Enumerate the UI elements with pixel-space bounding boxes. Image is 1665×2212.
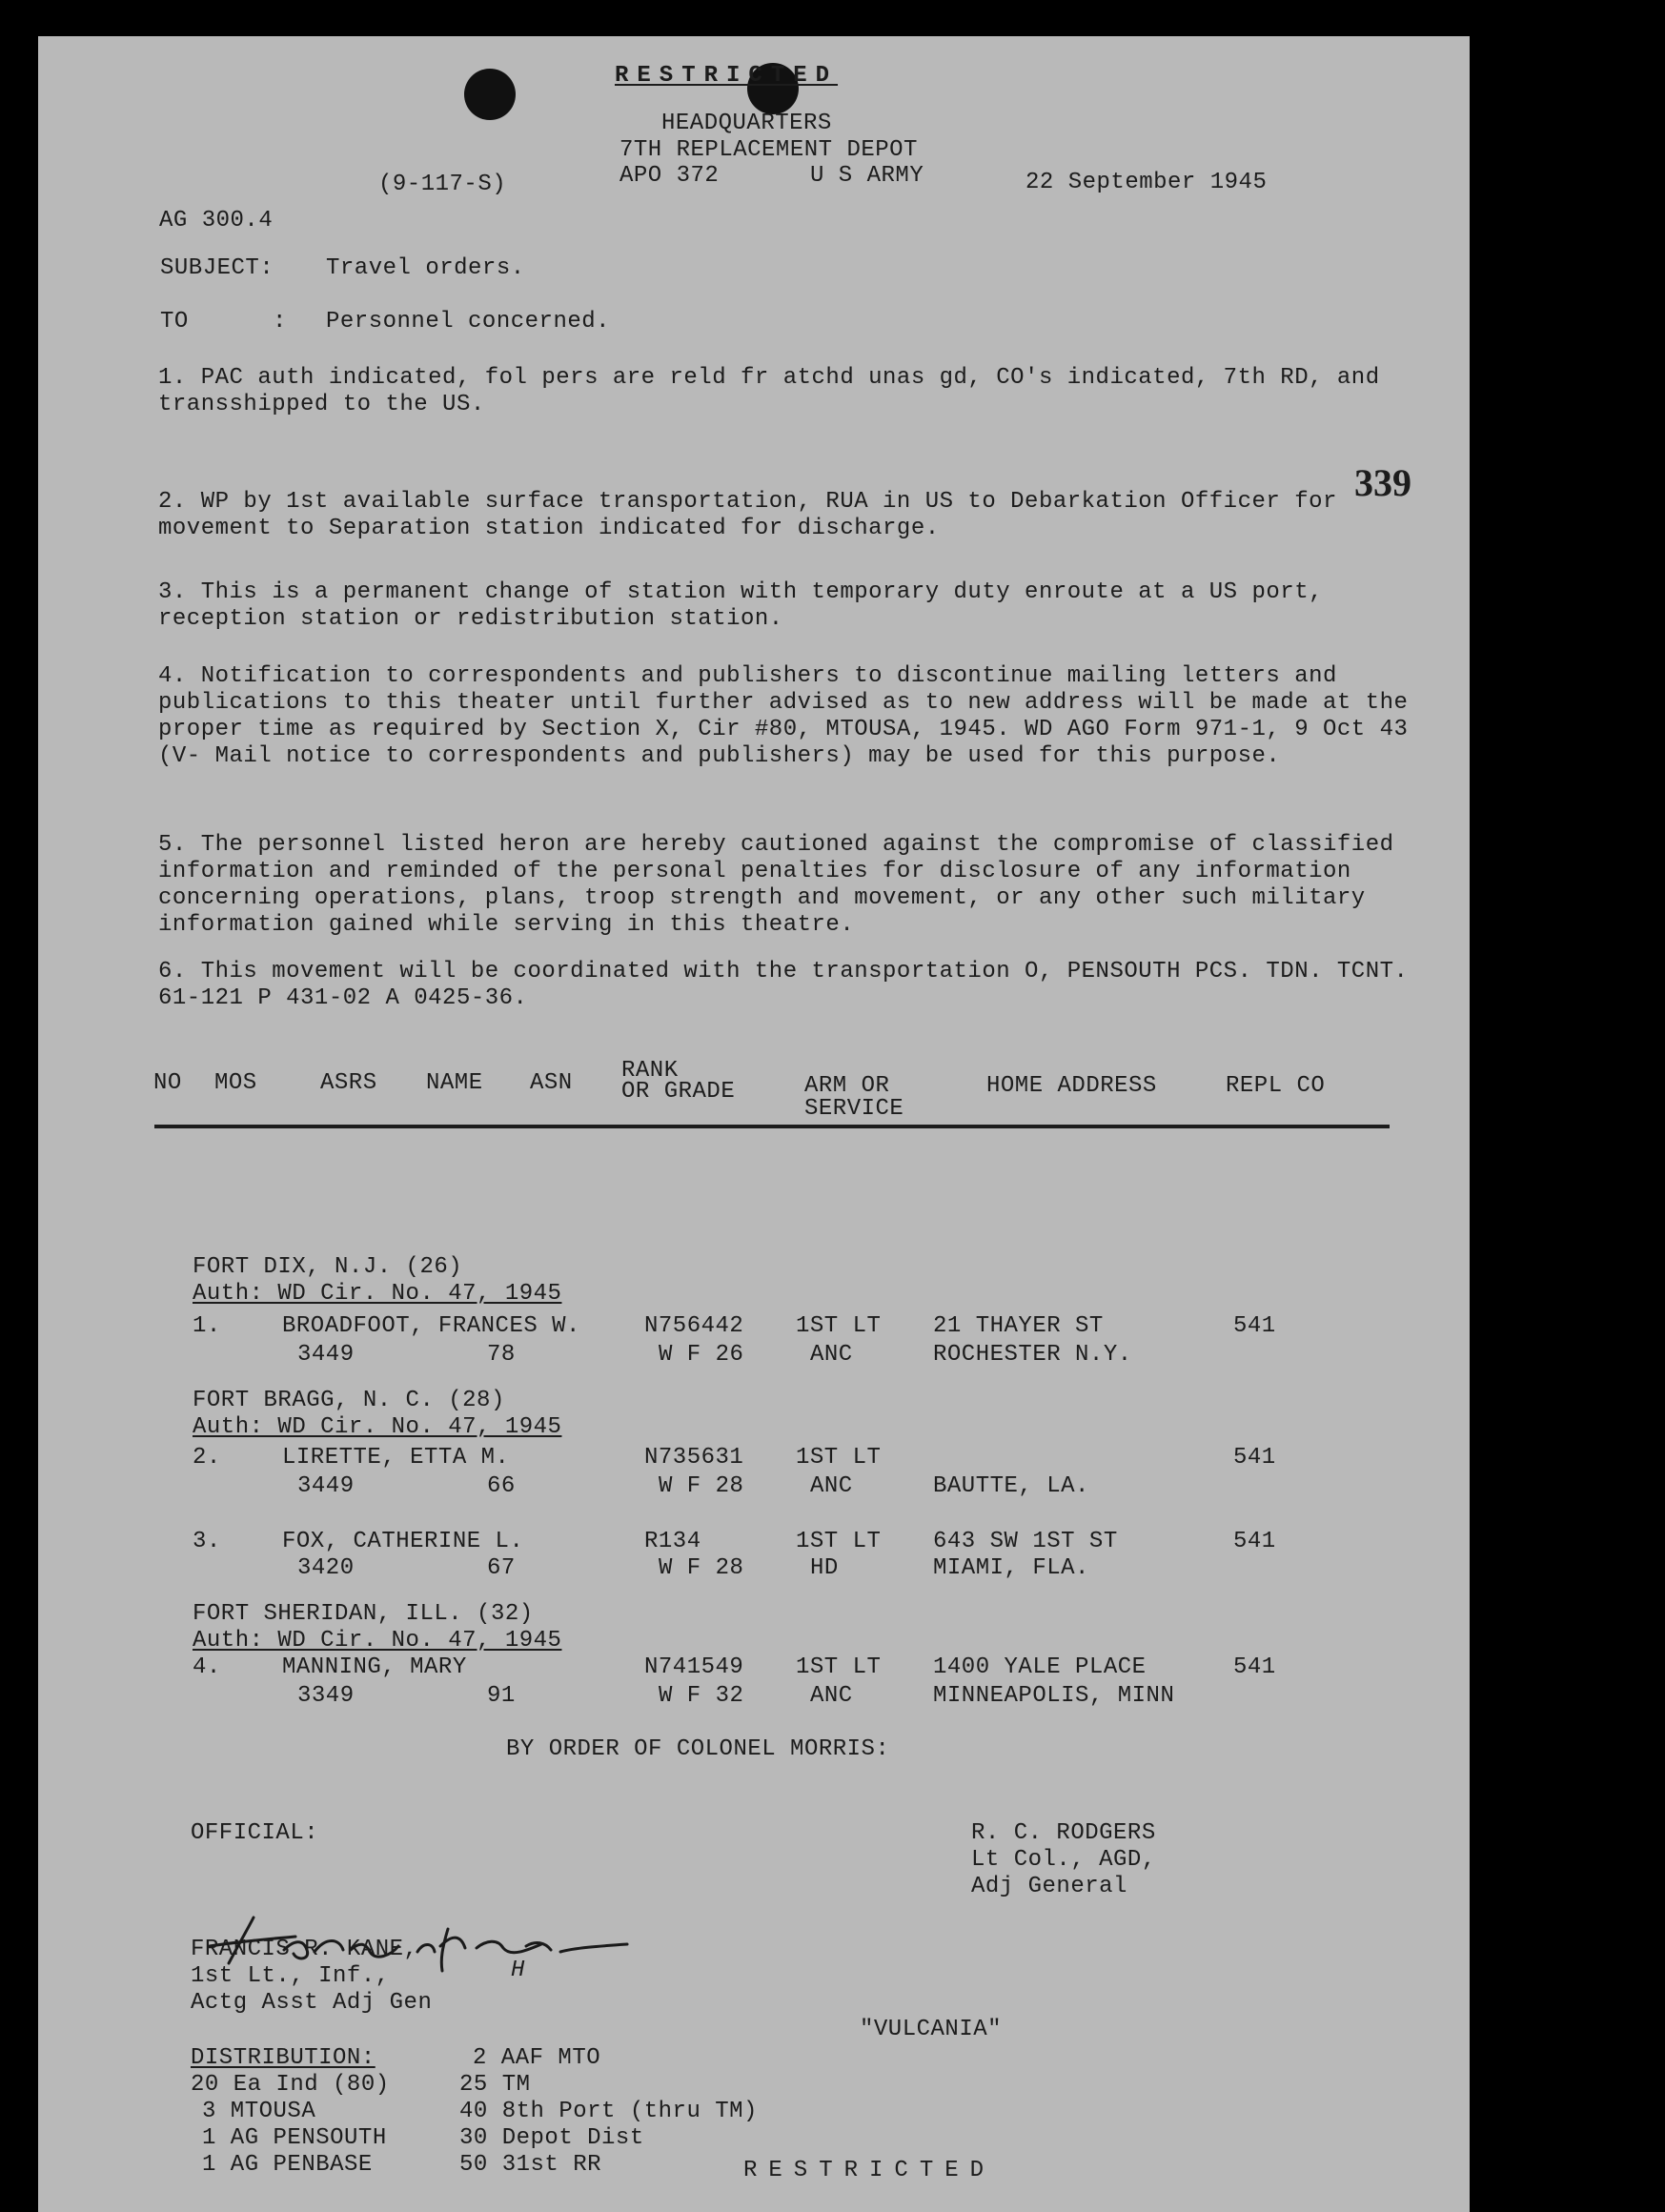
entry-rank: 1ST LT — [796, 1654, 882, 1680]
table-header-rule — [154, 1125, 1390, 1128]
to-colon: : — [273, 309, 287, 335]
official-signer-rank: 1st Lt., Inf., — [191, 1963, 390, 1989]
handwritten-mark: H — [511, 1958, 525, 1983]
entry-repl-co: 541 — [1233, 1654, 1276, 1680]
distribution-item: 1 AG PENSOUTH — [202, 2125, 387, 2151]
col-asn: ASN — [530, 1070, 573, 1096]
paragraph-3: 3. This is a permanent change of station with temporary duty enroute at a US port, reception station or redistribution station. — [158, 579, 1323, 632]
entry-address-1: 643 SW 1ST ST — [933, 1529, 1118, 1554]
distribution-item: 1 AG PENBASE — [202, 2152, 373, 2178]
col-no: NO — [153, 1070, 182, 1096]
apo-line: APO 372 — [619, 163, 720, 189]
to-label: TO — [160, 309, 189, 335]
entry-rank: 1ST LT — [796, 1529, 882, 1554]
entry-mos: 3420 — [297, 1555, 355, 1581]
entry-arm: ANC — [810, 1342, 853, 1368]
col-arm-2: SERVICE — [804, 1096, 904, 1122]
entry-arm: HD — [810, 1555, 839, 1581]
signer-name: R. C. RODGERS — [971, 1820, 1156, 1846]
group-auth: Auth: WD Cir. No. 47, 1945 — [193, 1414, 562, 1440]
col-arm-1: ARM OR — [804, 1073, 890, 1099]
col-repl-co: REPL CO — [1226, 1073, 1326, 1099]
entry-race-sex-age: W F 28 — [659, 1555, 744, 1581]
col-rank-2: OR GRADE — [621, 1079, 736, 1105]
punch-hole — [464, 69, 516, 120]
entry-no: 1. — [193, 1313, 221, 1339]
col-name: NAME — [426, 1070, 483, 1096]
entry-repl-co: 541 — [1233, 1529, 1276, 1554]
entry-asrs: 67 — [487, 1555, 516, 1581]
distribution-title: DISTRIBUTION: — [191, 2045, 376, 2071]
distribution-item: 50 31st RR — [459, 2152, 602, 2178]
entry-address-2: BAUTTE, LA. — [933, 1473, 1089, 1499]
order-line: BY ORDER OF COLONEL MORRIS: — [506, 1736, 890, 1762]
subject-label: SUBJECT: — [160, 255, 274, 281]
order-date: 22 September 1945 — [1025, 170, 1268, 195]
entry-asrs: 66 — [487, 1473, 516, 1499]
paragraph-1: 1. PAC auth indicated, fol pers are reld fr atchd unas gd, CO's indicated, 7th RD, and transshipped to the US. — [158, 365, 1380, 417]
entry-mos: 3449 — [297, 1473, 355, 1499]
classification-header: RESTRICTED — [615, 63, 839, 89]
official-signer-title: Actg Asst Adj Gen — [191, 1990, 433, 2016]
col-rank-1: RANK — [621, 1058, 679, 1084]
entry-race-sex-age: W F 26 — [659, 1342, 744, 1368]
signer-rank: Lt Col., AGD, — [971, 1847, 1156, 1873]
to-text: Personnel concerned. — [326, 309, 611, 335]
group-station: FORT BRAGG, N. C. (28) — [193, 1388, 505, 1413]
group-station: FORT DIX, N.J. (26) — [193, 1254, 463, 1280]
entry-name: FOX, CATHERINE L. — [282, 1529, 524, 1554]
entry-name: MANNING, MARY — [282, 1654, 467, 1680]
entry-asn: N735631 — [644, 1445, 744, 1471]
unit-line: 7TH REPLACEMENT DEPOT — [619, 137, 918, 163]
document-page — [38, 36, 1470, 2212]
reference-number: (9-117-S) — [378, 172, 507, 197]
entry-race-sex-age: W F 32 — [659, 1683, 744, 1709]
distribution-item: 20 Ea Ind (80) — [191, 2072, 390, 2098]
entry-asrs: 78 — [487, 1342, 516, 1368]
entry-name: LIRETTE, ETTA M. — [282, 1445, 510, 1471]
signer-title: Adj General — [971, 1874, 1127, 1899]
classification-footer: RESTRICTED — [743, 2158, 996, 2183]
paragraph-4: 4. Notification to correspondents and publishers to discontinue mailing letters and publications to this theater until further advised as to new address will be made at the proper time as required by Section X, Cir #80, MTOUSA, 1945. WD AGO Form 971-1, 9 Oct 43 (V- Mail notice to correspondents and publishers) may be used for this purpose. — [158, 663, 1409, 769]
entry-asrs: 91 — [487, 1683, 516, 1709]
entry-asn: R134 — [644, 1529, 701, 1554]
group-auth: Auth: WD Cir. No. 47, 1945 — [193, 1628, 562, 1654]
group-station: FORT SHERIDAN, ILL. (32) — [193, 1601, 534, 1627]
entry-no: 2. — [193, 1445, 221, 1471]
entry-no: 3. — [193, 1529, 221, 1554]
entry-repl-co: 541 — [1233, 1445, 1276, 1471]
entry-rank: 1ST LT — [796, 1445, 882, 1471]
entry-race-sex-age: W F 28 — [659, 1473, 744, 1499]
entry-arm: ANC — [810, 1473, 853, 1499]
distribution-item: 30 Depot Dist — [459, 2125, 644, 2151]
distribution-item: 2 AAF MTO — [473, 2045, 601, 2071]
vessel-name: "VULCANIA" — [860, 2017, 1003, 2042]
entry-no: 4. — [193, 1654, 221, 1680]
entry-address-2: ROCHESTER N.Y. — [933, 1342, 1132, 1368]
army-line: U S ARMY — [810, 163, 924, 189]
hq-line: HEADQUARTERS — [661, 111, 832, 136]
entry-asn: N756442 — [644, 1313, 744, 1339]
entry-mos: 3349 — [297, 1683, 355, 1709]
group-auth: Auth: WD Cir. No. 47, 1945 — [193, 1281, 562, 1307]
distribution-item: 3 MTOUSA — [202, 2099, 316, 2124]
entry-asn: N741549 — [644, 1654, 744, 1680]
entry-name: BROADFOOT, FRANCES W. — [282, 1313, 580, 1339]
official-label: OFFICIAL: — [191, 1820, 319, 1846]
entry-rank: 1ST LT — [796, 1313, 882, 1339]
paragraph-6: 6. This movement will be coordinated with the transportation O, PENSOUTH PCS. TDN. TCNT. 61-121 P 431-02 A 0425-36. — [158, 959, 1409, 1011]
entry-arm: ANC — [810, 1683, 853, 1709]
col-mos: MOS — [214, 1070, 257, 1096]
official-signer-name: FRANCIS R. KANE, — [191, 1937, 418, 1962]
entry-address-1: 21 THAYER ST — [933, 1313, 1104, 1339]
col-asrs: ASRS — [320, 1070, 377, 1096]
paragraph-2: 2. WP by 1st available surface transportation, RUA in US to Debarkation Officer for movement to Separation station indicated for discharge. — [158, 489, 1337, 541]
distribution-item: 25 TM — [459, 2072, 531, 2098]
entry-address-1: 1400 YALE PLACE — [933, 1654, 1147, 1680]
col-home-address: HOME ADDRESS — [986, 1073, 1157, 1099]
file-number: AG 300.4 — [159, 208, 274, 233]
subject-text: Travel orders. — [326, 255, 525, 281]
entry-mos: 3449 — [297, 1342, 355, 1368]
distribution-item: 40 8th Port (thru TM) — [459, 2099, 758, 2124]
entry-address-2: MIAMI, FLA. — [933, 1555, 1089, 1581]
entry-repl-co: 541 — [1233, 1313, 1276, 1339]
page-number: 339 — [1354, 461, 1411, 504]
entry-address-2: MINNEAPOLIS, MINN — [933, 1683, 1175, 1709]
paragraph-5: 5. The personnel listed heron are hereby cautioned against the compromise of classified information and reminded of the personal penalties for disclosure of any information concerning operations, plans, troop strength and movement, or any other such military information gained while serving in this theatre. — [158, 832, 1394, 938]
